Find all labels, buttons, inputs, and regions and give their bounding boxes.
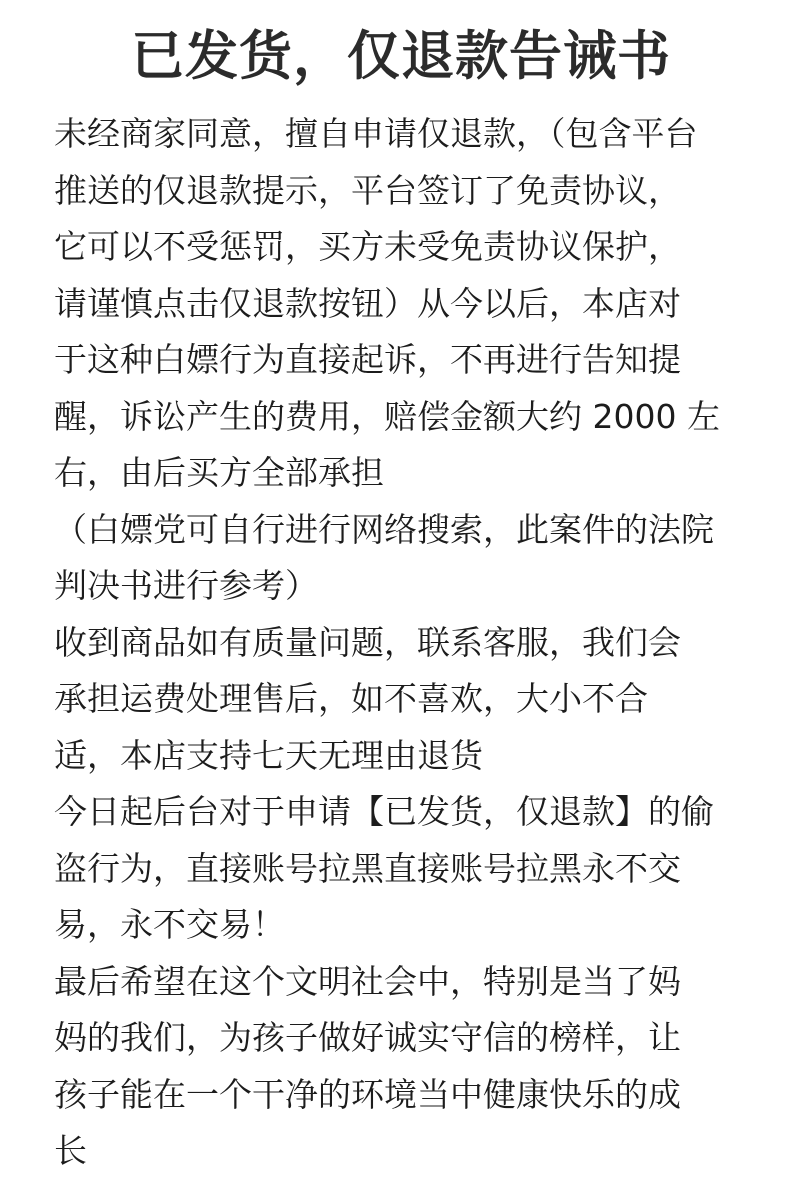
notice-title: 已发货，仅退款告诫书 (131, 26, 671, 87)
notice-line: 易，永不交易！ (54, 905, 285, 944)
notice-line: 收到商品如有质量问题，联系客服，我们会 (54, 622, 681, 662)
notice-line: 于这种白嫖行为直接起诉，不再进行告知提 (54, 340, 681, 379)
notice-line: 判决书进行参考） (54, 566, 318, 605)
notice-line: （白嫖党可自行进行网络搜索，此案件的法院 (54, 509, 714, 549)
notice-line: 请谨慎点击仅退款按钮）从今以后，本店对 (54, 283, 681, 323)
notice-line: 未经商家同意，擅自申请仅退款，（包含平台 (54, 114, 698, 153)
notice-line: 盗行为，直接账号拉黑直接账号拉黑永不交 (54, 848, 681, 888)
notice-body (54, 106, 748, 1180)
notice-line: 最后希望在这个文明社会中，特别是当了妈 (54, 961, 681, 1001)
notice-line: 承担运费处理售后，如不喜欢，大小不合 (54, 679, 648, 718)
notice-line: 今日起后台对于申请【已发货，仅退款】的偷 (54, 792, 714, 831)
notice-line: 妈的我们，为孩子做好诚实守信的榜样，让 (54, 1018, 681, 1057)
notice-line: 孩子能在一个干净的环境当中健康快乐的成 (54, 1074, 681, 1114)
notice-line: 适，本店支持七天无理由退货 (54, 735, 483, 775)
notice-line: 推送的仅退款提示，平台签订了免责协议， (54, 170, 681, 210)
notice-line: 醒，诉讼产生的费用，赔偿金额大约 2000 左 (54, 396, 720, 436)
notice-line: 它可以不受惩罚，买方未受免责协议保护， (54, 227, 681, 266)
notice-line: 右，由后买方全部承担 (54, 453, 384, 492)
notice-line: 长 (54, 1131, 87, 1170)
